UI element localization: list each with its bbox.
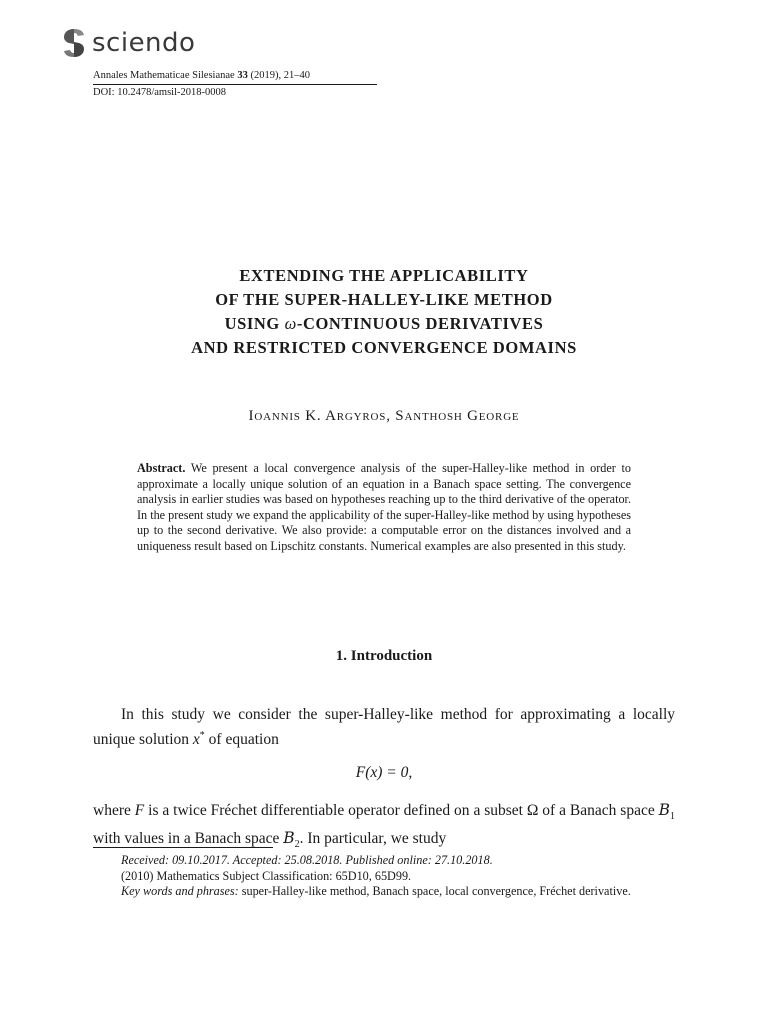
journal-name: Annales Mathematicae Silesianae <box>93 70 235 81</box>
intro-p2-F: F <box>134 802 145 819</box>
footnote-divider <box>93 847 273 848</box>
journal-divider <box>93 84 377 85</box>
journal-citation <box>93 69 377 83</box>
paper-authors: Ioannis K. Argyros, Santhosh George <box>248 408 520 424</box>
title-omega: ω <box>284 314 297 333</box>
logo-wordmark: sciendo <box>92 28 196 58</box>
intro-p1-end: of equation <box>204 730 279 748</box>
footnote-keywords <box>93 884 675 900</box>
journal-doi[interactable]: DOI: 10.2478/amsil-2018-0008 <box>93 86 226 98</box>
title-line-3-prefix: USING <box>224 314 285 333</box>
intro-p2-c: with values in a Banach space <box>93 829 284 847</box>
intro-p2-d: . In particular, we study <box>299 829 447 847</box>
abstract-label: Abstract. <box>137 461 186 475</box>
title-line-2: OF THE SUPER-HALLEY-LIKE METHOD <box>215 290 553 309</box>
intro-p1-text: In this study we consider the super-Halley-like method for approximating a locally unique solution <box>93 706 675 748</box>
footnote-msc: (2010) Mathematics Subject Classification: 65D10, 65D99. <box>121 868 412 883</box>
footnote-dates: Received: 09.10.2017. Accepted: 25.08.2018. Published online: 27.10.2018. <box>121 853 493 867</box>
sciendo-s-logo-icon <box>62 27 86 59</box>
intro-p2-B1-sub: 1 <box>670 811 675 823</box>
footnote-keywords-label: Key words and phrases: <box>121 884 239 898</box>
intro-p1-var: x <box>192 730 200 748</box>
section-heading: 1. Introduction <box>335 648 433 664</box>
intro-p2-B2-sub: 2 <box>294 838 300 850</box>
footnote-keywords-text: super-Halley-like method, Banach space, local convergence, Fréchet derivative. <box>238 884 631 898</box>
publisher-logo <box>62 26 195 60</box>
journal-year-pages: (2019), 21–40 <box>250 70 310 81</box>
journal-header <box>93 69 377 99</box>
intro-p2-B2: B <box>283 828 295 847</box>
abstract <box>137 461 631 554</box>
intro-p2-B1: B <box>658 801 670 819</box>
footnotes <box>93 853 675 900</box>
intro-p2-b: is a twice Fréchet differentiable operator defined on a subset Ω of a Banach space <box>144 802 659 819</box>
title-line-4: AND RESTRICTED CONVERGENCE DOMAINS <box>191 338 577 357</box>
abstract-text: We present a local convergence analysis of the super-Halley-like method in order to approximate a locally unique solution of an equation in a Banach space setting. The convergence analysis in earlier studies was based on hypotheses reaching up to the third derivative of the operator. In the present study we expand the applicability of the super-Halley-like method by using hypotheses up to the second derivative. We also provide: a computable error on the distances involved and a uniqueness result based on Lipschitz constants. Numerical examples are also presented in this study. <box>137 461 631 553</box>
intro-p1-sup: * <box>199 729 205 741</box>
journal-volume: 33 <box>237 70 248 81</box>
paper-title <box>100 264 668 360</box>
intro-p2-a: where <box>93 802 135 819</box>
title-line-1: EXTENDING THE APPLICABILITY <box>239 266 529 285</box>
equation <box>100 764 668 782</box>
equation-text: F(x) = 0, <box>355 764 413 781</box>
title-line-3-suffix: -CONTINUOUS DERIVATIVES <box>296 314 544 333</box>
intro-paragraph-1 <box>93 705 675 750</box>
title-line-3 <box>100 312 668 336</box>
